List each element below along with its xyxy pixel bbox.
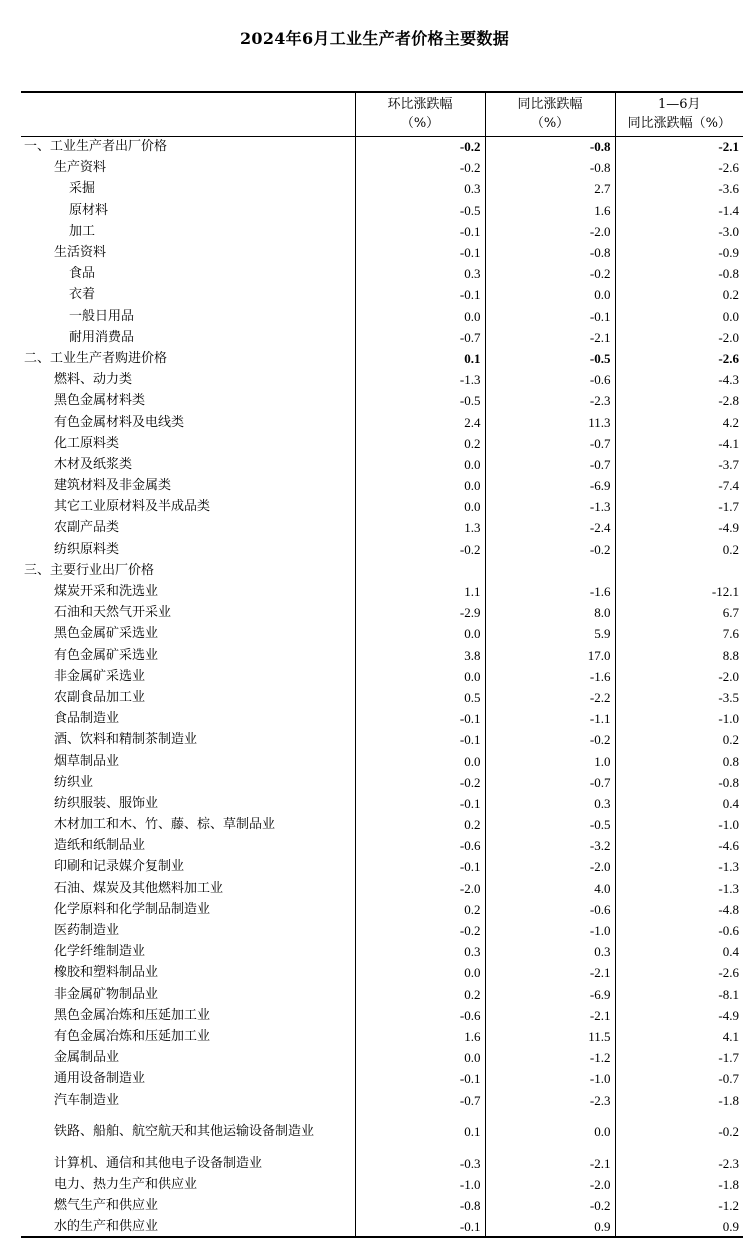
row-label: 木材加工和木、竹、藤、棕、草制品业 (54, 817, 276, 833)
ytd-value: -2.8 (615, 390, 743, 411)
yoy-value: -2.4 (485, 517, 615, 538)
row-label: 化工原料类 (54, 435, 120, 451)
table-row (21, 157, 743, 178)
table-row (21, 539, 743, 560)
mom-value: 0.3 (355, 178, 485, 199)
table-row (21, 1111, 743, 1153)
ytd-value: -1.7 (615, 496, 743, 517)
ytd-value: -2.6 (615, 348, 743, 369)
yoy-value: -1.2 (485, 1047, 615, 1068)
table-row (21, 772, 743, 793)
yoy-value: -0.2 (485, 729, 615, 750)
yoy-value: -2.3 (485, 390, 615, 411)
table-row (21, 390, 743, 411)
table-row (21, 560, 743, 581)
table-row (21, 221, 743, 242)
header-yoy-title: 同比涨跌幅 (517, 97, 583, 113)
ytd-value: 0.2 (615, 284, 743, 305)
yoy-value: 17.0 (485, 645, 615, 666)
yoy-value: -0.2 (485, 1195, 615, 1216)
table-row (21, 623, 743, 644)
table-row (21, 348, 743, 369)
table-row (21, 1047, 743, 1068)
table-row (21, 136, 743, 157)
ytd-value: -3.5 (615, 687, 743, 708)
price-data-table (21, 91, 743, 1238)
row-label: 非金属矿采选业 (54, 668, 146, 684)
mom-value: -0.7 (355, 327, 485, 348)
yoy-value (485, 560, 615, 581)
page-title: 2024年6月工业生产者价格主要数据 (239, 29, 510, 48)
table-row (21, 602, 743, 623)
ytd-value: 7.6 (615, 623, 743, 644)
ytd-value: 0.4 (615, 793, 743, 814)
table-row (21, 666, 743, 687)
mom-value: -0.2 (355, 539, 485, 560)
mom-value: 0.0 (355, 750, 485, 771)
yoy-value: 11.3 (485, 411, 615, 432)
yoy-value: 11.5 (485, 1026, 615, 1047)
mom-value: 0.0 (355, 962, 485, 983)
row-label: 橡胶和塑料制品业 (54, 965, 159, 981)
table-row (21, 793, 743, 814)
row-label: 酒、饮料和精制茶制造业 (54, 732, 198, 748)
ytd-value: -2.1 (615, 136, 743, 157)
header-ytd (615, 92, 743, 136)
yoy-value: -0.5 (485, 814, 615, 835)
yoy-value: -1.6 (485, 666, 615, 687)
header-yoy-unit: （%） (530, 116, 570, 132)
row-label: 耐用消费品 (69, 329, 135, 345)
table-row (21, 242, 743, 263)
yoy-value: -0.2 (485, 263, 615, 284)
yoy-value: -0.1 (485, 306, 615, 327)
table-row (21, 263, 743, 284)
row-label: 一般日用品 (69, 308, 135, 324)
yoy-value: -0.7 (485, 433, 615, 454)
mom-value: -0.5 (355, 200, 485, 221)
row-label: 木材及纸浆类 (54, 456, 133, 472)
ytd-value: -8.1 (615, 984, 743, 1005)
yoy-value: -0.7 (485, 772, 615, 793)
ytd-value: -7.4 (615, 475, 743, 496)
header-mom-title: 环比涨跌幅 (387, 97, 453, 113)
ytd-value: 8.8 (615, 645, 743, 666)
row-label: 电力、热力生产和供应业 (54, 1176, 198, 1192)
ytd-value: -1.0 (615, 814, 743, 835)
yoy-value: -0.8 (485, 136, 615, 157)
yoy-value: -1.3 (485, 496, 615, 517)
row-label: 加工 (69, 223, 96, 239)
yoy-value: -2.3 (485, 1089, 615, 1110)
row-label: 衣着 (69, 287, 96, 303)
ytd-value: -1.3 (615, 856, 743, 877)
ytd-value: -1.8 (615, 1174, 743, 1195)
ytd-value: -0.2 (615, 1111, 743, 1153)
ytd-value: -0.9 (615, 242, 743, 263)
ytd-value: -1.2 (615, 1195, 743, 1216)
table-row (21, 369, 743, 390)
table-row (21, 984, 743, 1005)
ytd-value: 0.9 (615, 1216, 743, 1237)
yoy-value: 0.3 (485, 793, 615, 814)
table-row (21, 496, 743, 517)
mom-value: 0.0 (355, 496, 485, 517)
row-label: 烟草制品业 (54, 753, 120, 769)
ytd-value: -4.6 (615, 835, 743, 856)
row-label: 医药制造业 (54, 923, 120, 939)
row-label: 生产资料 (54, 160, 107, 176)
row-label: 黑色金属材料类 (54, 393, 146, 409)
mom-value: -0.1 (355, 708, 485, 729)
table-row (21, 878, 743, 899)
table-row (21, 729, 743, 750)
row-label: 原材料 (69, 202, 109, 218)
mom-value: 0.0 (355, 666, 485, 687)
row-label: 农副食品加工业 (54, 689, 146, 705)
ytd-value (615, 560, 743, 581)
table-row (21, 475, 743, 496)
mom-value: -0.2 (355, 772, 485, 793)
table-row (21, 856, 743, 877)
mom-value: -2.9 (355, 602, 485, 623)
ytd-value: -4.3 (615, 369, 743, 390)
table-row (21, 708, 743, 729)
table-row (21, 1174, 743, 1195)
yoy-value: -1.1 (485, 708, 615, 729)
mom-value: 1.3 (355, 517, 485, 538)
table-row (21, 1026, 743, 1047)
table-row (21, 517, 743, 538)
yoy-value: -2.0 (485, 856, 615, 877)
table-row (21, 645, 743, 666)
mom-value: -0.8 (355, 1195, 485, 1216)
yoy-value: -2.0 (485, 221, 615, 242)
row-label: 水的生产和供应业 (21, 1216, 355, 1237)
yoy-value: -2.1 (485, 962, 615, 983)
row-label: 农副产品类 (54, 520, 120, 536)
yoy-value: 2.7 (485, 178, 615, 199)
header-ytd-period: 1—6月 (657, 97, 701, 113)
ytd-value: -2.0 (615, 327, 743, 348)
table-row (21, 941, 743, 962)
header-label-column (21, 92, 355, 136)
row-label: 采掘 (69, 181, 96, 197)
table-row (21, 1216, 743, 1237)
mom-value: -0.1 (355, 856, 485, 877)
yoy-value: -2.1 (485, 1005, 615, 1026)
mom-value: 0.2 (355, 433, 485, 454)
row-label: 造纸和纸制品业 (54, 838, 146, 854)
mom-value: 0.3 (355, 941, 485, 962)
yoy-value: 1.0 (485, 750, 615, 771)
ytd-value: -0.8 (615, 772, 743, 793)
row-label: 黑色金属冶炼和压延加工业 (54, 1007, 211, 1023)
row-label: 纺织原料类 (54, 541, 120, 557)
table-row (21, 178, 743, 199)
mom-value: 2.4 (355, 411, 485, 432)
yoy-value: 4.0 (485, 878, 615, 899)
ytd-value: 0.2 (615, 539, 743, 560)
mom-value: 0.0 (355, 475, 485, 496)
mom-value: -0.1 (355, 793, 485, 814)
row-label: 食品 (69, 266, 96, 282)
yoy-value: -2.0 (485, 1174, 615, 1195)
ytd-value: 0.2 (615, 729, 743, 750)
yoy-value: -0.8 (485, 242, 615, 263)
row-label: 通用设备制造业 (54, 1071, 146, 1087)
yoy-value: -6.9 (485, 475, 615, 496)
ytd-value: 0.0 (615, 306, 743, 327)
ytd-value: 4.2 (615, 411, 743, 432)
mom-value: 3.8 (355, 645, 485, 666)
row-label: 有色金属矿采选业 (54, 647, 159, 663)
yoy-value: -0.5 (485, 348, 615, 369)
mom-value: 0.3 (355, 263, 485, 284)
row-label: 建筑材料及非金属类 (54, 478, 172, 494)
table-row (21, 835, 743, 856)
ytd-value: -0.6 (615, 920, 743, 941)
ytd-value: -1.4 (615, 200, 743, 221)
mom-value: -0.1 (355, 284, 485, 305)
mom-value: 1.1 (355, 581, 485, 602)
table-row (21, 1195, 743, 1216)
row-label: 有色金属冶炼和压延加工业 (54, 1028, 211, 1044)
yoy-value: 0.0 (485, 1111, 615, 1153)
yoy-value: -0.6 (485, 899, 615, 920)
mom-value: 0.0 (355, 306, 485, 327)
mom-value: -0.5 (355, 390, 485, 411)
mom-value: -0.1 (355, 1068, 485, 1089)
mom-value: -0.2 (355, 157, 485, 178)
yoy-value: 8.0 (485, 602, 615, 623)
ytd-value: -3.7 (615, 454, 743, 475)
row-label: 石油、煤炭及其他燃料加工业 (54, 880, 224, 896)
yoy-value: -2.1 (485, 327, 615, 348)
yoy-value: -1.6 (485, 581, 615, 602)
table-row (21, 1068, 743, 1089)
table-row (21, 899, 743, 920)
mom-value: -0.1 (355, 242, 485, 263)
table-row (21, 433, 743, 454)
mom-value: -0.3 (355, 1153, 485, 1174)
yoy-value: -2.2 (485, 687, 615, 708)
yoy-value: 0.0 (485, 284, 615, 305)
ytd-value: -3.0 (615, 221, 743, 242)
row-label: 食品制造业 (54, 711, 120, 727)
ytd-value: -2.0 (615, 666, 743, 687)
mom-value: -0.2 (355, 920, 485, 941)
header-mom-unit: （%） (400, 116, 440, 132)
ytd-value: -3.6 (615, 178, 743, 199)
mom-value: 0.1 (355, 348, 485, 369)
ytd-value: -0.8 (615, 263, 743, 284)
ytd-value: -1.7 (615, 1047, 743, 1068)
yoy-value: -1.0 (485, 920, 615, 941)
row-label: 一、工业生产者出厂价格 (24, 139, 168, 155)
header-mom (355, 92, 485, 136)
mom-value: 0.2 (355, 899, 485, 920)
table-row (21, 327, 743, 348)
row-label: 石油和天然气开采业 (54, 605, 172, 621)
row-label: 铁路、船舶、航空航天和其他运输设备制造业 (54, 1123, 315, 1139)
yoy-value: -0.2 (485, 539, 615, 560)
table-row (21, 962, 743, 983)
yoy-value: 0.3 (485, 941, 615, 962)
mom-value: -2.0 (355, 878, 485, 899)
table-row (21, 920, 743, 941)
row-label: 化学原料和化学制品制造业 (54, 901, 211, 917)
ytd-value: -2.3 (615, 1153, 743, 1174)
yoy-value: -0.6 (485, 369, 615, 390)
mom-value: 0.0 (355, 623, 485, 644)
table-row (21, 1089, 743, 1110)
mom-value: 0.1 (355, 1111, 485, 1153)
yoy-value: -2.1 (485, 1153, 615, 1174)
yoy-value: -3.2 (485, 835, 615, 856)
header-yoy (485, 92, 615, 136)
mom-value: -0.6 (355, 835, 485, 856)
ytd-value: -4.9 (615, 517, 743, 538)
row-label: 黑色金属矿采选业 (54, 626, 159, 642)
row-label: 非金属矿物制品业 (54, 986, 159, 1002)
table-row (21, 306, 743, 327)
mom-value: 0.2 (355, 814, 485, 835)
mom-value: -0.6 (355, 1005, 485, 1026)
table-row (21, 411, 743, 432)
yoy-value: 5.9 (485, 623, 615, 644)
header-ytd-title: 同比涨跌幅（%） (627, 116, 731, 132)
mom-value: 0.0 (355, 1047, 485, 1068)
table-body (21, 136, 743, 1237)
row-label: 燃气生产和供应业 (54, 1198, 159, 1214)
mom-value: -1.0 (355, 1174, 485, 1195)
table-row (21, 581, 743, 602)
ytd-value: 0.4 (615, 941, 743, 962)
ytd-value: -1.3 (615, 878, 743, 899)
row-label: 其它工业原材料及半成品类 (54, 499, 211, 515)
mom-value: 0.5 (355, 687, 485, 708)
yoy-value: 1.6 (485, 200, 615, 221)
mom-value: 0.2 (355, 984, 485, 1005)
row-label: 三、主要行业出厂价格 (24, 562, 155, 578)
table-row (21, 454, 743, 475)
row-label: 化学纤维制造业 (54, 944, 146, 960)
ytd-value: -2.6 (615, 962, 743, 983)
row-label: 燃料、动力类 (54, 372, 133, 388)
ytd-value: -0.7 (615, 1068, 743, 1089)
table-row (21, 687, 743, 708)
ytd-value: -4.9 (615, 1005, 743, 1026)
mom-value: -0.1 (355, 1216, 485, 1237)
mom-value: -1.3 (355, 369, 485, 390)
row-label: 有色金属材料及电线类 (54, 414, 185, 430)
table-row (21, 200, 743, 221)
table-header (21, 92, 743, 136)
mom-value: 1.6 (355, 1026, 485, 1047)
mom-value: -0.2 (355, 136, 485, 157)
row-label: 金属制品业 (54, 1050, 120, 1066)
row-label: 纺织服装、服饰业 (54, 795, 159, 811)
ytd-value: -12.1 (615, 581, 743, 602)
ytd-value: 4.1 (615, 1026, 743, 1047)
mom-value: -0.1 (355, 221, 485, 242)
table-row (21, 1153, 743, 1174)
table-row (21, 814, 743, 835)
row-label: 二、工业生产者购进价格 (24, 350, 168, 366)
row-label: 煤炭开采和洗选业 (54, 584, 159, 600)
table-row (21, 750, 743, 771)
mom-value: 0.0 (355, 454, 485, 475)
yoy-value: -1.0 (485, 1068, 615, 1089)
yoy-value: 0.9 (485, 1216, 615, 1237)
mom-value: -0.7 (355, 1089, 485, 1110)
ytd-value: -1.0 (615, 708, 743, 729)
row-label: 计算机、通信和其他电子设备制造业 (54, 1155, 263, 1171)
table-row (21, 1005, 743, 1026)
row-label: 生活资料 (54, 245, 107, 261)
ytd-value: -1.8 (615, 1089, 743, 1110)
ytd-value: 0.8 (615, 750, 743, 771)
ytd-value: -4.8 (615, 899, 743, 920)
row-label: 汽车制造业 (54, 1092, 120, 1108)
row-label: 纺织业 (54, 774, 94, 790)
ytd-value: 6.7 (615, 602, 743, 623)
yoy-value: -0.8 (485, 157, 615, 178)
yoy-value: -6.9 (485, 984, 615, 1005)
ytd-value: -4.1 (615, 433, 743, 454)
yoy-value: -0.7 (485, 454, 615, 475)
row-label: 印刷和记录媒介复制业 (54, 859, 185, 875)
mom-value (355, 560, 485, 581)
ytd-value: -2.6 (615, 157, 743, 178)
table-row (21, 284, 743, 305)
mom-value: -0.1 (355, 729, 485, 750)
